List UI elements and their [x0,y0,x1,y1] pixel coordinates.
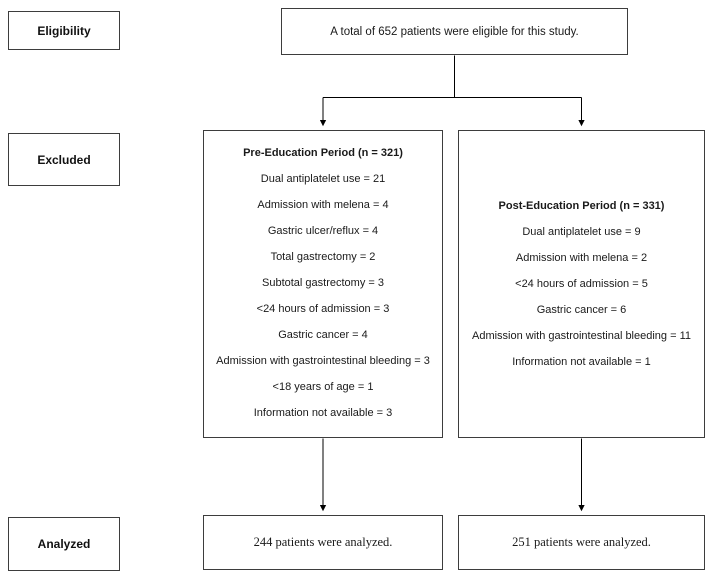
exclusion-item: <18 years of age = 1 [272,381,374,393]
exclusion-item: Admission with melena = 4 [257,199,389,211]
exclusion-item: Subtotal gastrectomy = 3 [262,277,384,289]
exclusion-item: Dual antiplatelet use = 9 [522,226,641,238]
exclusion-item: Gastric cancer = 4 [278,329,368,341]
exclusion-item: Total gastrectomy = 2 [270,251,376,263]
exclusion-item: <24 hours of admission = 3 [256,303,390,315]
pre-education-title: Pre-Education Period (n = 321) [243,147,403,159]
excluded-stage-label: Excluded [8,133,120,186]
pre-education-exclusion-box [203,130,443,438]
exclusion-item: Gastric ulcer/reflux = 4 [267,225,379,237]
exclusion-item: Information not available = 1 [512,356,651,368]
exclusion-item: Information not available = 3 [253,407,393,419]
exclusion-item: Admission with melena = 2 [515,252,648,264]
exclusion-item: Gastric cancer = 6 [536,304,627,316]
pre-analyzed-box: 244 patients were analyzed. [203,515,443,570]
eligibility-stage-label: Eligibility [8,11,120,50]
post-education-exclusion-box [458,130,705,438]
exclusion-item: Dual antiplatelet use = 21 [260,173,386,185]
exclusion-item: Admission with gastrointestinal bleeding = 3 [216,355,430,367]
post-education-title: Post-Education Period (n = 331) [498,200,665,212]
exclusion-item: <24 hours of admission = 5 [515,278,648,290]
analyzed-stage-label: Analyzed [8,517,120,571]
exclusion-item: Admission with gastrointestinal bleeding = 11 [471,330,691,342]
eligible-patients-box: A total of 652 patients were eligible for this study. [281,8,628,55]
post-analyzed-box: 251 patients were analyzed. [458,515,705,570]
